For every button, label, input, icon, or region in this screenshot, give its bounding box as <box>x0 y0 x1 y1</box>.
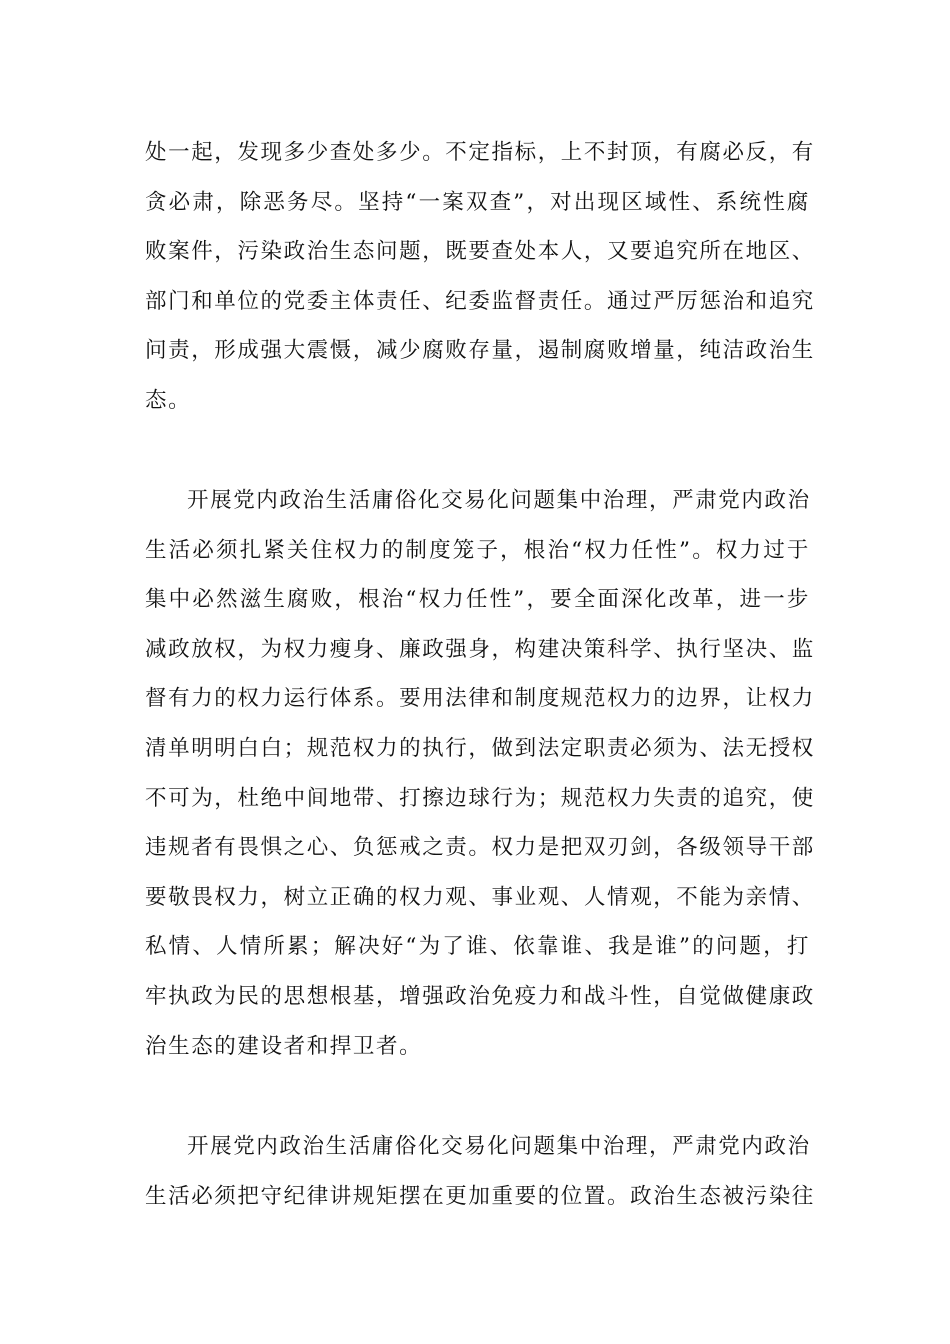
paragraph-line: 生活必须扎紧关住权力的制度笼子，根治“权力任性”。权力过于 <box>145 537 810 563</box>
paragraph-line: 清单明明白白；规范权力的执行，做到法定职责必须为、法无授权 <box>145 735 815 761</box>
paragraph-line: 集中必然滋生腐败，根治“权力任性”，要全面深化改革，进一步 <box>145 587 810 613</box>
paragraph-line: 态。 <box>145 387 192 413</box>
paragraph-line: 治生态的建设者和捍卫者。 <box>145 1033 423 1059</box>
paragraph-1 <box>145 128 815 426</box>
paragraph-line: 部门和单位的党委主体责任、纪委监督责任。通过严厉惩治和追究 <box>145 288 815 314</box>
paragraph-2 <box>145 476 815 1071</box>
paragraph-first-line: 开展党内政治生活庸俗化交易化问题集中治理，严肃党内政治 <box>187 488 811 513</box>
paragraph-line: 督有力的权力运行体系。要用法律和制度规范权力的边界，让权力 <box>145 686 815 712</box>
paragraph-line: 贪必肃，除恶务尽。坚持“一案双查”，对出现区域性、系统性腐 <box>145 189 810 215</box>
paragraph-line: 不可为，杜绝中间地带、打擦边球行为；规范权力失责的追究，使 <box>145 785 815 811</box>
paragraph-3 <box>145 1122 815 1221</box>
paragraph-first-line: 开展党内政治生活庸俗化交易化问题集中治理，严肃党内政治 <box>187 1134 811 1159</box>
paragraph-line: 违规者有畏惧之心、负惩戒之责。权力是把双刃剑，各级领导干部 <box>145 835 815 861</box>
paragraph-line: 问责，形成强大震慑，减少腐败存量，遏制腐败增量，纯洁政治生 <box>145 338 815 364</box>
paragraph-line: 处一起，发现多少查处多少。不定指标，上不封顶，有腐必反，有 <box>145 140 815 165</box>
paragraph-line: 牢执政为民的思想根基，增强政治免疫力和战斗性，自觉做健康政 <box>145 983 815 1009</box>
paragraph-line: 要敬畏权力，树立正确的权力观、事业观、人情观，不能为亲情、 <box>145 884 815 910</box>
paragraph-line: 败案件，污染政治生态问题，既要查处本人，又要追究所在地区、 <box>145 239 815 265</box>
paragraph-line: 私情、人情所累；解决好“为了谁、依靠谁、我是谁”的问题，打 <box>145 934 810 960</box>
paragraph-line: 生活必须把守纪律讲规矩摆在更加重要的位置。政治生态被污染往 <box>145 1183 815 1209</box>
paragraph-line: 减政放权，为权力瘦身、廉政强身，构建决策科学、执行坚决、监 <box>145 636 815 662</box>
